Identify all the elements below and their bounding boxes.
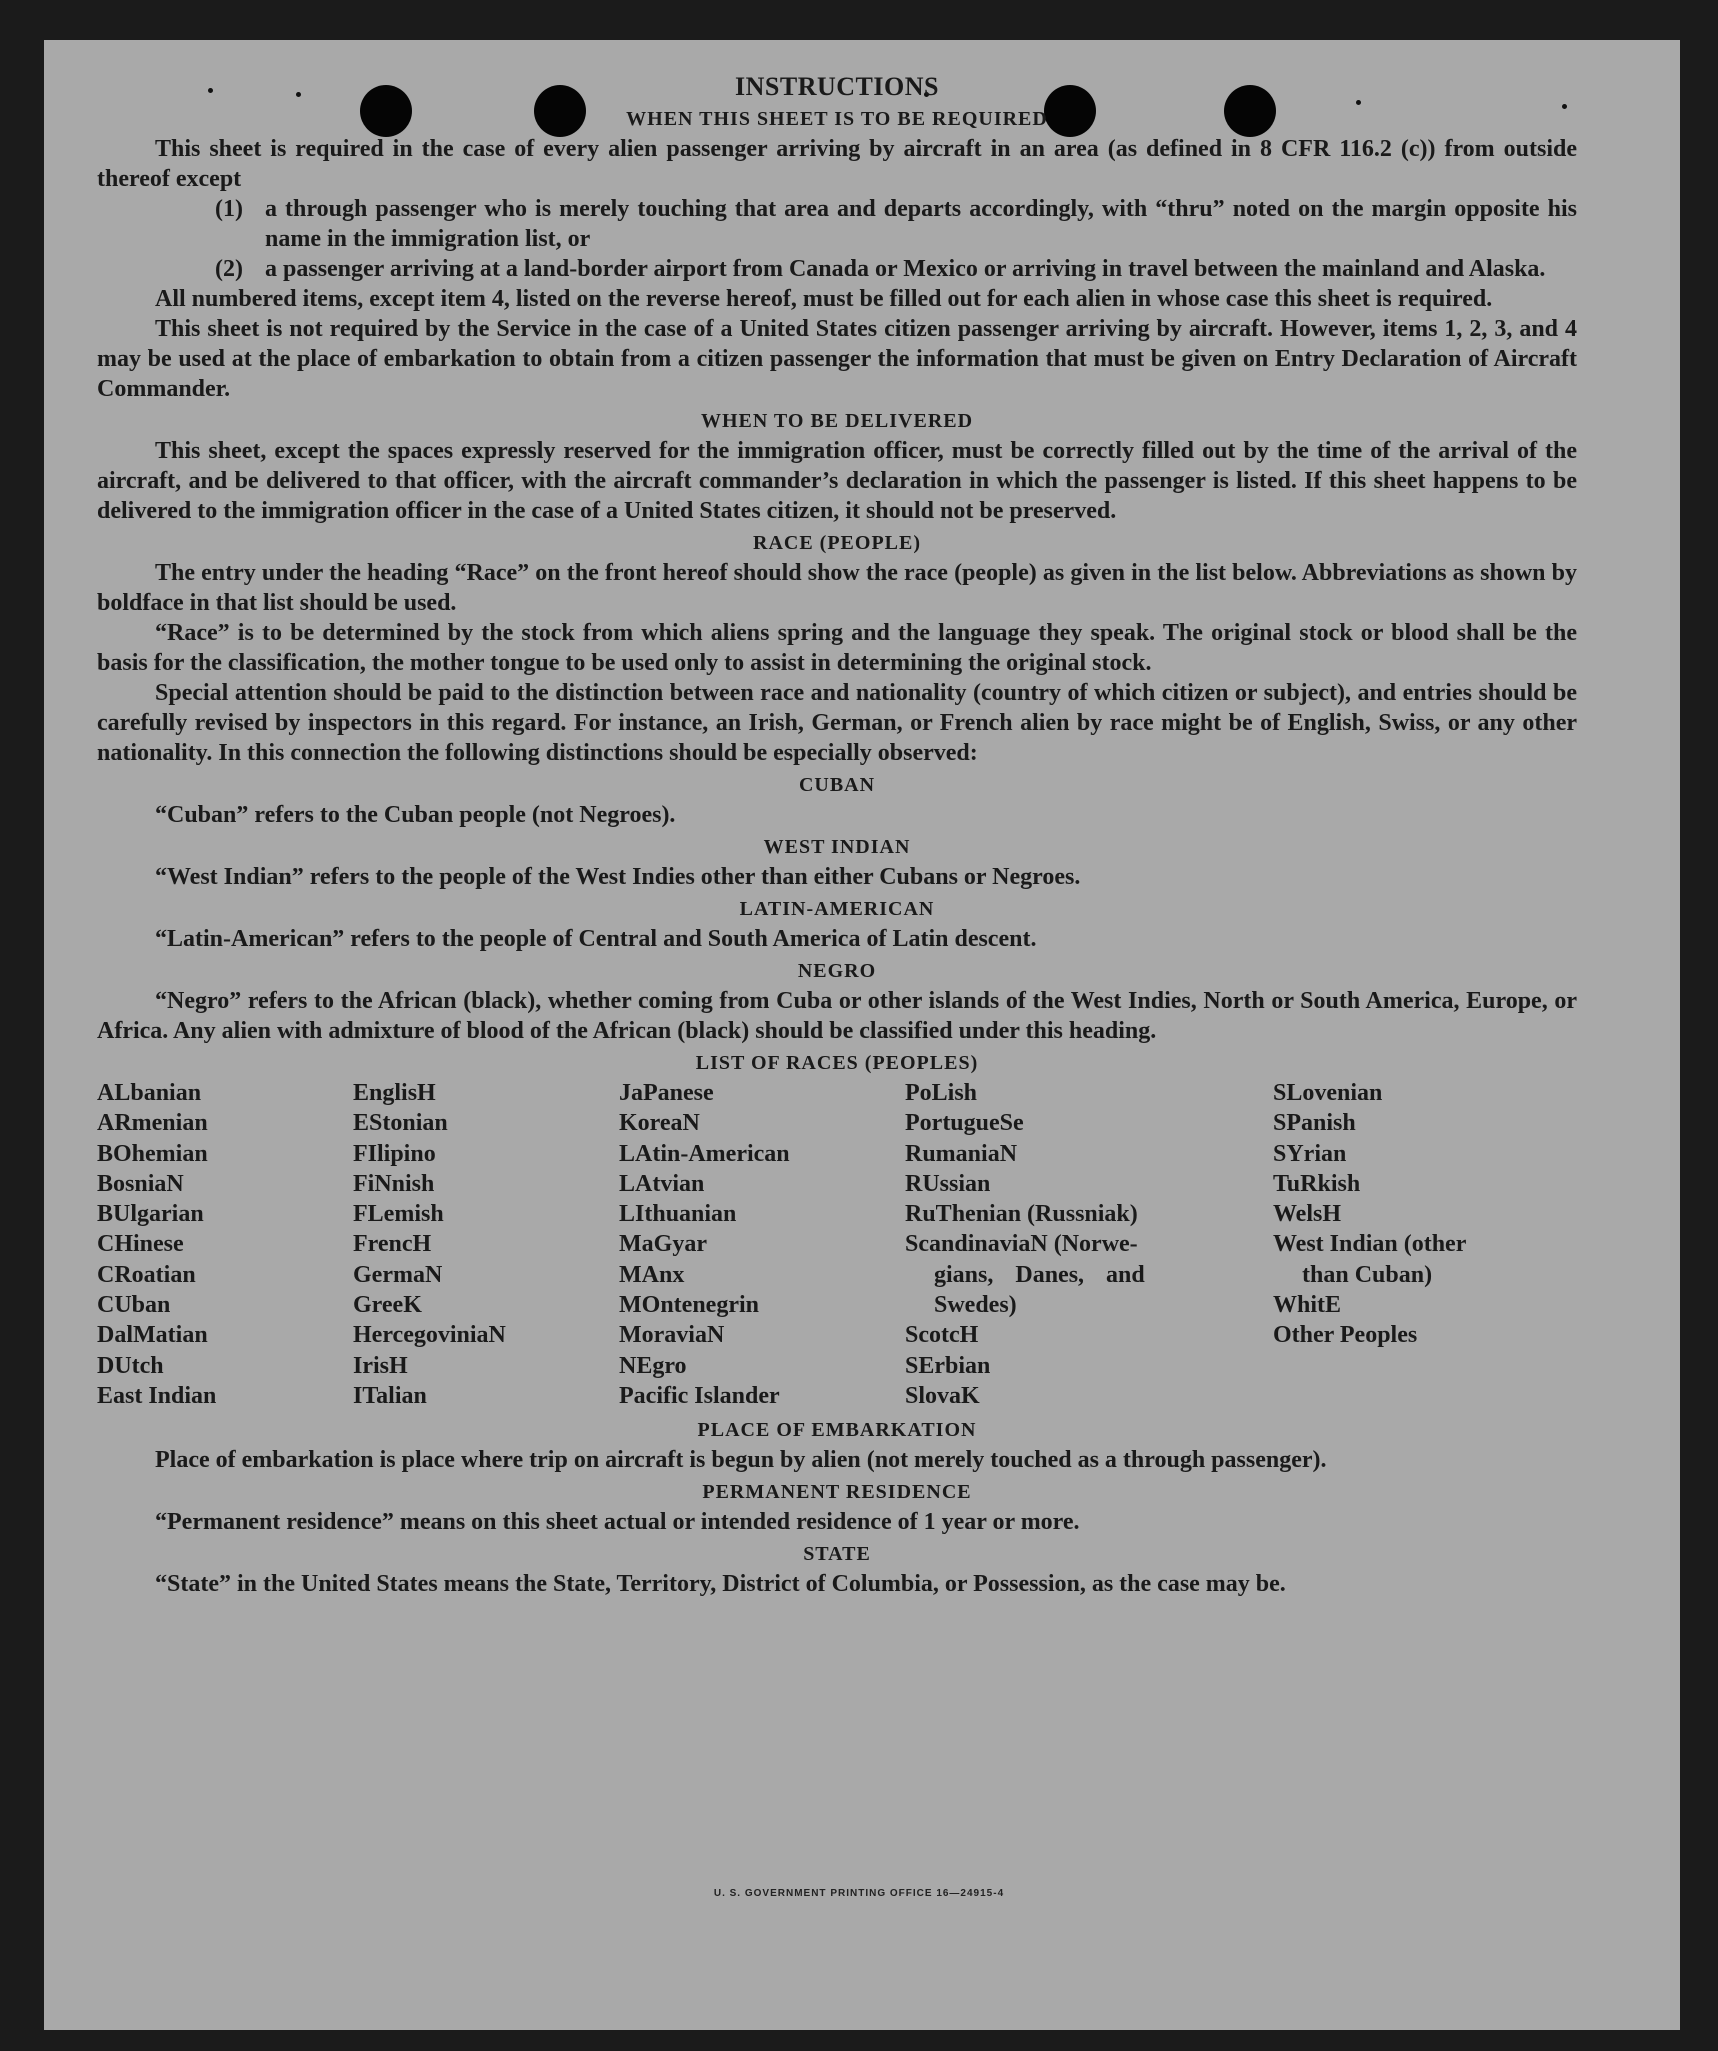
race-entry: CUban bbox=[97, 1292, 171, 1319]
section-heading-delivered: WHEN TO BE DELIVERED bbox=[700, 410, 974, 432]
race-entry: MoraviaN bbox=[619, 1322, 725, 1349]
list-of-races-heading: LIST OF RACES (PEOPLES) bbox=[695, 1052, 979, 1074]
race-entry: LAtvian bbox=[619, 1170, 705, 1197]
race-entry: WhitE bbox=[1273, 1292, 1342, 1319]
required-intro: This sheet is required in the case of every alien passenger arriving by aircraft in an area (as defined in 8 CFR 116.2 (c)) from outside thereof except bbox=[97, 136, 1577, 192]
race-entry: LIthuanian bbox=[619, 1201, 737, 1228]
race-entry: ScandinaviaN (Norwe- bbox=[905, 1231, 1138, 1258]
race-entry: EStonian bbox=[353, 1110, 448, 1137]
section-heading-cuban: CUBAN bbox=[798, 774, 876, 796]
exception-text: a passenger arriving at a land-border airport from Canada or Mexico or arriving in travel between the mainland and Alaska. bbox=[265, 256, 1546, 282]
race-entry: ARmenian bbox=[97, 1110, 208, 1137]
cuban-text: “Cuban” refers to the Cuban people (not Negroes). bbox=[155, 802, 676, 828]
race-column bbox=[905, 1078, 1273, 1411]
race-column bbox=[97, 1078, 353, 1411]
race-entry: SlovaK bbox=[905, 1382, 980, 1409]
section-heading-embarkation: PLACE OF EMBARKATION bbox=[697, 1419, 977, 1442]
section-heading-negro: NEGRO bbox=[797, 960, 877, 982]
race-entry: TuRkish bbox=[1273, 1170, 1361, 1197]
race-para-2: “Race” is to be determined by the stock from which aliens spring and the language they speak. The original stock or blood shall be the basis for the classification, the mother tongue to be used only to assist in determining the original stock. bbox=[97, 620, 1577, 676]
race-column bbox=[1273, 1078, 1533, 1411]
race-entry-continued: Swedes) bbox=[934, 1292, 1017, 1319]
latin-american-text: “Latin-American” refers to the people of Central and South America of Latin descent. bbox=[155, 926, 1037, 952]
race-entry: PortugueSe bbox=[905, 1110, 1024, 1137]
race-entry: GermaN bbox=[353, 1261, 443, 1288]
section-heading-west-indian: WEST INDIAN bbox=[763, 836, 911, 858]
race-entry: RumaniaN bbox=[905, 1140, 1018, 1167]
race-entry: CHinese bbox=[97, 1231, 184, 1258]
exception-number: (2) bbox=[215, 256, 243, 282]
exception-item bbox=[97, 194, 1577, 254]
race-entry: FrencH bbox=[353, 1231, 432, 1258]
race-entry: LAtin-American bbox=[619, 1140, 790, 1167]
race-entry: ITalian bbox=[353, 1382, 427, 1409]
race-entry: Other Peoples bbox=[1273, 1322, 1418, 1349]
race-entry: MOntenegrin bbox=[619, 1292, 759, 1319]
race-entry: BOhemian bbox=[97, 1140, 208, 1167]
negro-text: “Negro” refers to the African (black), whether coming from Cuba or other islands of the West Indies, North or South America, Europe, or Africa. Any alien with admixture of blood of the African (black) should be classified under this heading. bbox=[97, 988, 1577, 1044]
race-entry: Pacific Islander bbox=[619, 1382, 780, 1409]
race-entry: MaGyar bbox=[619, 1231, 707, 1258]
printing-office-footer: U. S. GOVERNMENT PRINTING OFFICE 16—24915-4 bbox=[713, 1888, 1005, 1899]
race-entry: RUssian bbox=[905, 1170, 991, 1197]
race-para-1: The entry under the heading “Race” on the front hereof should show the race (people) as given in the list below. Abbreviations as shown by boldface in that list should be used. bbox=[97, 560, 1577, 616]
permanent-residence-text: “Permanent residence” means on this sheet actual or intended residence of 1 year or more. bbox=[155, 1509, 1080, 1536]
race-entry: HercegoviniaN bbox=[353, 1322, 506, 1349]
race-entry: CRoatian bbox=[97, 1261, 196, 1288]
race-entry: SLovenian bbox=[1273, 1080, 1383, 1106]
race-entry: FiNnish bbox=[353, 1170, 435, 1197]
race-entry: DalMatian bbox=[97, 1322, 208, 1349]
race-column bbox=[353, 1078, 619, 1411]
state-text: “State” in the United States means the State, Territory, District of Columbia, or Possession, as the case may be. bbox=[155, 1571, 1286, 1598]
race-entry-continued: gians, Danes, and bbox=[934, 1261, 1145, 1288]
page-title: INSTRUCTIONS bbox=[735, 72, 939, 101]
exception-item bbox=[97, 254, 1577, 284]
race-entry: NEgro bbox=[619, 1352, 687, 1379]
race-entry: BosniaN bbox=[97, 1170, 184, 1197]
race-entry: ALbanian bbox=[97, 1080, 202, 1106]
race-entry: PoLish bbox=[905, 1080, 978, 1106]
race-entry: SErbian bbox=[905, 1352, 991, 1379]
required-para-3: This sheet is not required by the Service in the case of a United States citizen passenger arriving by aircraft. However, items 1, 2, 3, and 4 may be used at the place of embarkation to obtain from a citizen passenger the information that must be given on Entry Declaration of Aircraft Commander. bbox=[97, 316, 1577, 402]
required-para-2: All numbered items, except item 4, listed on the reverse hereof, must be filled out for each alien in whose case this sheet is required. bbox=[155, 286, 1493, 312]
race-entry-continued: than Cuban) bbox=[1302, 1261, 1433, 1288]
embarkation-text: Place of embarkation is place where trip on aircraft is begun by alien (not merely touched as a through passenger). bbox=[155, 1447, 1327, 1474]
section-heading-latin-american: LATIN-AMERICAN bbox=[739, 898, 935, 920]
exception-number: (1) bbox=[215, 196, 243, 222]
race-column bbox=[619, 1078, 905, 1411]
race-entry: FLemish bbox=[353, 1201, 444, 1228]
delivered-text: This sheet, except the spaces expressly reserved for the immigration officer, must be correctly filled out by the time of the arrival of the aircraft, and be delivered to that officer, with the aircraft commander’s declaration in which the passenger is listed. If this sheet happens to be delivered to the immigration officer in the case of a United States citizen, it should not be preserved. bbox=[97, 438, 1577, 524]
section-heading-state: STATE bbox=[803, 1543, 871, 1566]
exception-text: a through passenger who is merely touching that area and departs accordingly, with “thru” noted on the margin opposite his name in the immigration list, or bbox=[265, 196, 1577, 252]
race-entry: JaPanese bbox=[619, 1080, 714, 1106]
race-entry: ScotcH bbox=[905, 1322, 979, 1349]
race-entry: East Indian bbox=[97, 1382, 217, 1409]
section-heading-race: RACE (PEOPLE) bbox=[753, 532, 921, 554]
section-heading-permanent-residence: PERMANENT RESIDENCE bbox=[702, 1481, 972, 1504]
race-entry: IrisH bbox=[353, 1352, 408, 1379]
race-entry: West Indian (other bbox=[1273, 1231, 1467, 1258]
race-entry: KoreaN bbox=[619, 1110, 700, 1137]
race-entry: FIlipino bbox=[353, 1140, 436, 1167]
race-list bbox=[97, 1078, 1583, 1411]
race-entry: GreeK bbox=[353, 1292, 422, 1319]
instructions-content bbox=[97, 72, 1577, 1599]
west-indian-text: “West Indian” refers to the people of the West Indies other than either Cubans or Negroes. bbox=[155, 864, 1081, 890]
race-entry: SPanish bbox=[1273, 1110, 1356, 1137]
race-entry: DUtch bbox=[97, 1352, 164, 1379]
race-entry: WelsH bbox=[1273, 1201, 1342, 1228]
race-entry: BUlgarian bbox=[97, 1201, 204, 1228]
race-entry: MAnx bbox=[619, 1261, 685, 1288]
race-para-3: Special attention should be paid to the distinction between race and nationality (country of which citizen or subject), and entries should be carefully revised by inspectors in this regard. For instance, an Irish, German, or French alien by race might be of English, Swiss, or any other nationality. In this connection the following distinctions should be especially observed: bbox=[97, 680, 1577, 766]
race-entry: RuThenian (Russniak) bbox=[905, 1201, 1138, 1228]
section-heading-required: WHEN THIS SHEET IS TO BE REQUIRED bbox=[626, 108, 1048, 130]
race-entry: EnglisH bbox=[353, 1080, 436, 1106]
race-entry: SYrian bbox=[1273, 1140, 1347, 1167]
